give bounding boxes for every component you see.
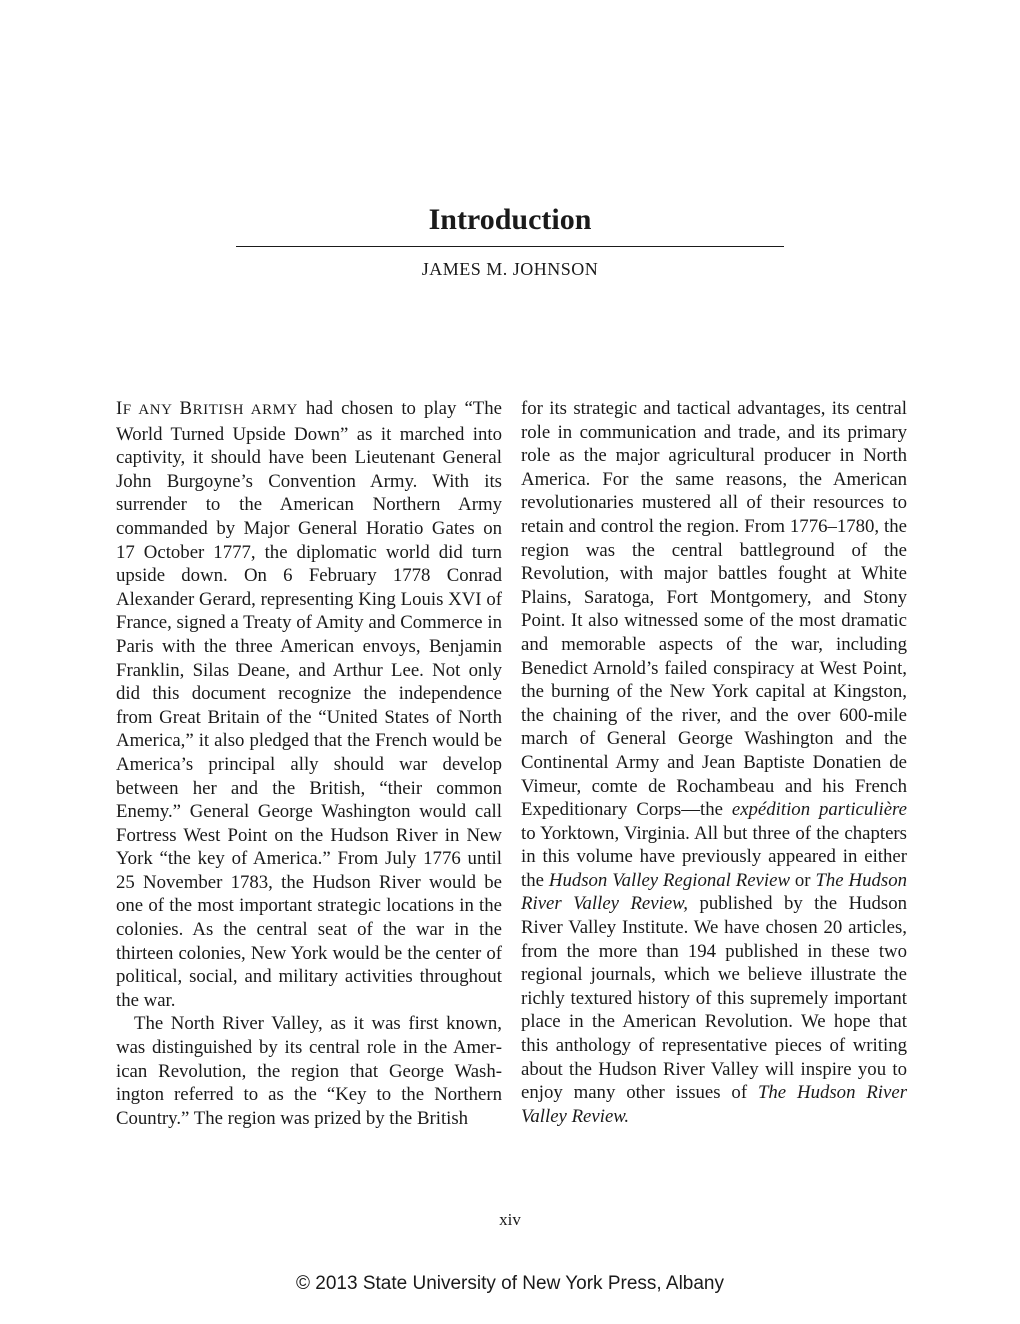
paragraph-1	[116, 397, 502, 1012]
page-number: xiv	[499, 1210, 521, 1229]
paragraph-1-text: had chosen to play “The World Turned Upside Down” as it marched into captivity, it should have been Lieutenant General John Burgoyne’s Convention Army. With its surrender to the American Northern Army commanded by Major General Horatio Gates on 17 October 1777, the diplomatic world did turn upside down. On 6 February 1778 Conrad Alexander Gerard, representing King Louis XVI of France, signed a Treaty of Amity and Commerce in Paris with the three American envoys, Benjamin Franklin, Silas Deane, and Arthur Lee. Not only did this document recognize the independence from Great Britain of the “United States of North America,” it also pledged that the French would be America’s principal ally should war develop between her and the British, “their common Enemy.” General George Washington would call Fortress West Point on the Hudson River in New York “the key of America.” From July 1776 until 25 November 1783, the Hudson River would be one of the most important strategic locations in the colonies. As the central seat of the war in the thirteen colonies, New York would be the center of political, social, and military activities throughout the war.	[116, 398, 502, 1011]
text-segment: to Yorktown, Virginia. All but three of the chapters in this volume have previously appeared in either the	[521, 822, 907, 891]
title-rule	[236, 246, 784, 247]
left-column	[116, 397, 502, 1130]
journal-title: The Hudson River Valley Review.	[521, 1082, 908, 1127]
text-segment: published by the Hudson River Valley Institute. We have chosen 20 articles, from the more than 194 published in these two regional journals, which we believe illustrate the richly textured history of this supremely important place in the American Revolution. We hope that this anthology of representative pieces of writing about the Hudson River Valley will inspire you to enjoy many other issues of	[521, 893, 907, 1104]
author-name: JAMES M. JOHNSON	[421, 259, 599, 279]
italic-phrase: expédition particulière	[731, 799, 907, 821]
right-column	[521, 397, 907, 1128]
lead-in-small-caps: IF ANY BRITISH ARMY	[116, 398, 298, 419]
journal-title: Hudson Valley Regional Review	[548, 869, 790, 891]
paragraph-2: The North River Valley, as it was first known, was distinguished by its central role in the American Revolution, the region that George Washington referred to as the “Key to the Northern Country.” The region was prized by the British	[116, 1013, 502, 1129]
paragraph-continued	[521, 397, 907, 1128]
copyright-notice: © 2013 State University of New York Press, Albany	[296, 1273, 724, 1294]
text-segment: or	[794, 869, 811, 891]
chapter-title: Introduction	[428, 203, 592, 236]
text-segment: for its strategic and tactical advantages, its central role in communication and trade, and its primary role as the major agricultural producer in North America. For the same reasons, the American revolutionaries mustered all of their resources to retain and control the region. From 1776–1780, the region was the central battleground of the Revolution, with major battles fought at White Plains, Saratoga, Fort Montgomery, and Stony Point. It also witnessed some of the most dramatic and memorable aspects of the war, including Benedict Arnold’s failed conspiracy at West Point, the burning of the New York capital at Kingston, the chaining of the river, and the over 600-mile march of General George Washington and the Continental Army and Jean Baptiste Donatien de Vimeur, comte de Rochambeau and his French Expeditionary Corps—the	[521, 398, 907, 821]
journal-title: The Hudson River Valley Review,	[521, 869, 907, 915]
